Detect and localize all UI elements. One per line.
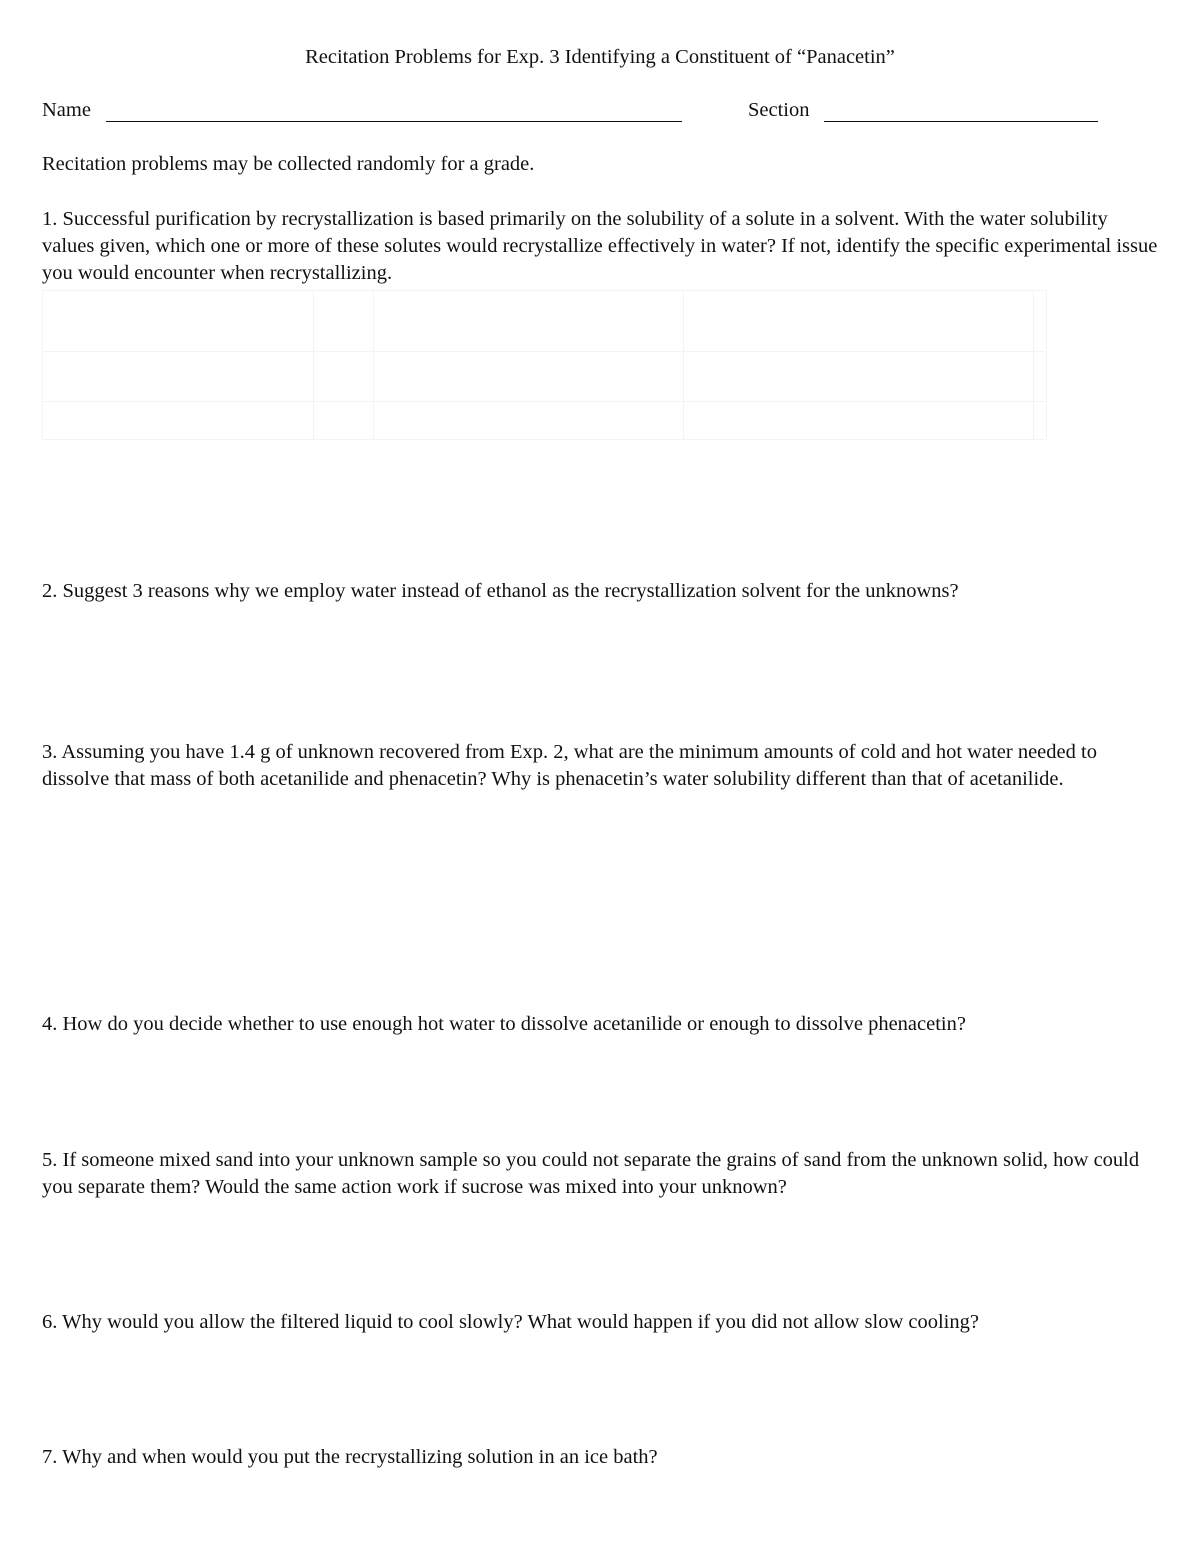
section-label: Section bbox=[748, 99, 810, 121]
grading-notice: Recitation problems may be collected randomly for a grade. bbox=[42, 153, 535, 175]
name-label: Name bbox=[42, 99, 91, 121]
table-col-divider bbox=[313, 291, 314, 439]
question-7: 7. Why and when would you put the recrystallizing solution in an ice bath? bbox=[42, 1446, 658, 1468]
document-title: Recitation Problems for Exp. 3 Identifying a Constituent of “Panacetin” bbox=[305, 46, 895, 68]
name-section-row bbox=[42, 97, 1162, 127]
faded-solubility-table bbox=[42, 290, 1047, 440]
table-col-divider bbox=[373, 291, 374, 439]
table-row-divider bbox=[43, 401, 1046, 402]
question-3: 3. Assuming you have 1.4 g of unknown recovered from Exp. 2, what are the minimum amounts of cold and hot water needed to dissolve that mass of both acetanilide and phenacetin? Why is phenacetin’s water solubility different than that of acetanilide. bbox=[42, 741, 1097, 790]
section-field-line[interactable] bbox=[824, 121, 1098, 122]
question-2: 2. Suggest 3 reasons why we employ water instead of ethanol as the recrystallization solvent for the unknowns? bbox=[42, 580, 959, 602]
table-row-divider bbox=[43, 351, 1046, 352]
question-4: 4. How do you decide whether to use enough hot water to dissolve acetanilide or enough to dissolve phenacetin? bbox=[42, 1013, 966, 1035]
question-1: 1. Successful purification by recrystallization is based primarily on the solubility of a solute in a solvent. With the water solubility values given, which one or more of these solutes would recrystallize effectively in water? If not, identify the specific experimental issue you would encounter when recrystallizing. bbox=[42, 208, 1158, 284]
name-field-line[interactable] bbox=[106, 121, 682, 122]
table-col-divider bbox=[683, 291, 684, 439]
table-col-divider bbox=[1033, 291, 1034, 439]
question-5: 5. If someone mixed sand into your unknown sample so you could not separate the grains of sand from the unknown solid, how could you separate them? Would the same action work if sucrose was mixed into your unknown? bbox=[42, 1149, 1140, 1198]
question-6: 6. Why would you allow the filtered liquid to cool slowly? What would happen if you did not allow slow cooling? bbox=[42, 1311, 979, 1333]
